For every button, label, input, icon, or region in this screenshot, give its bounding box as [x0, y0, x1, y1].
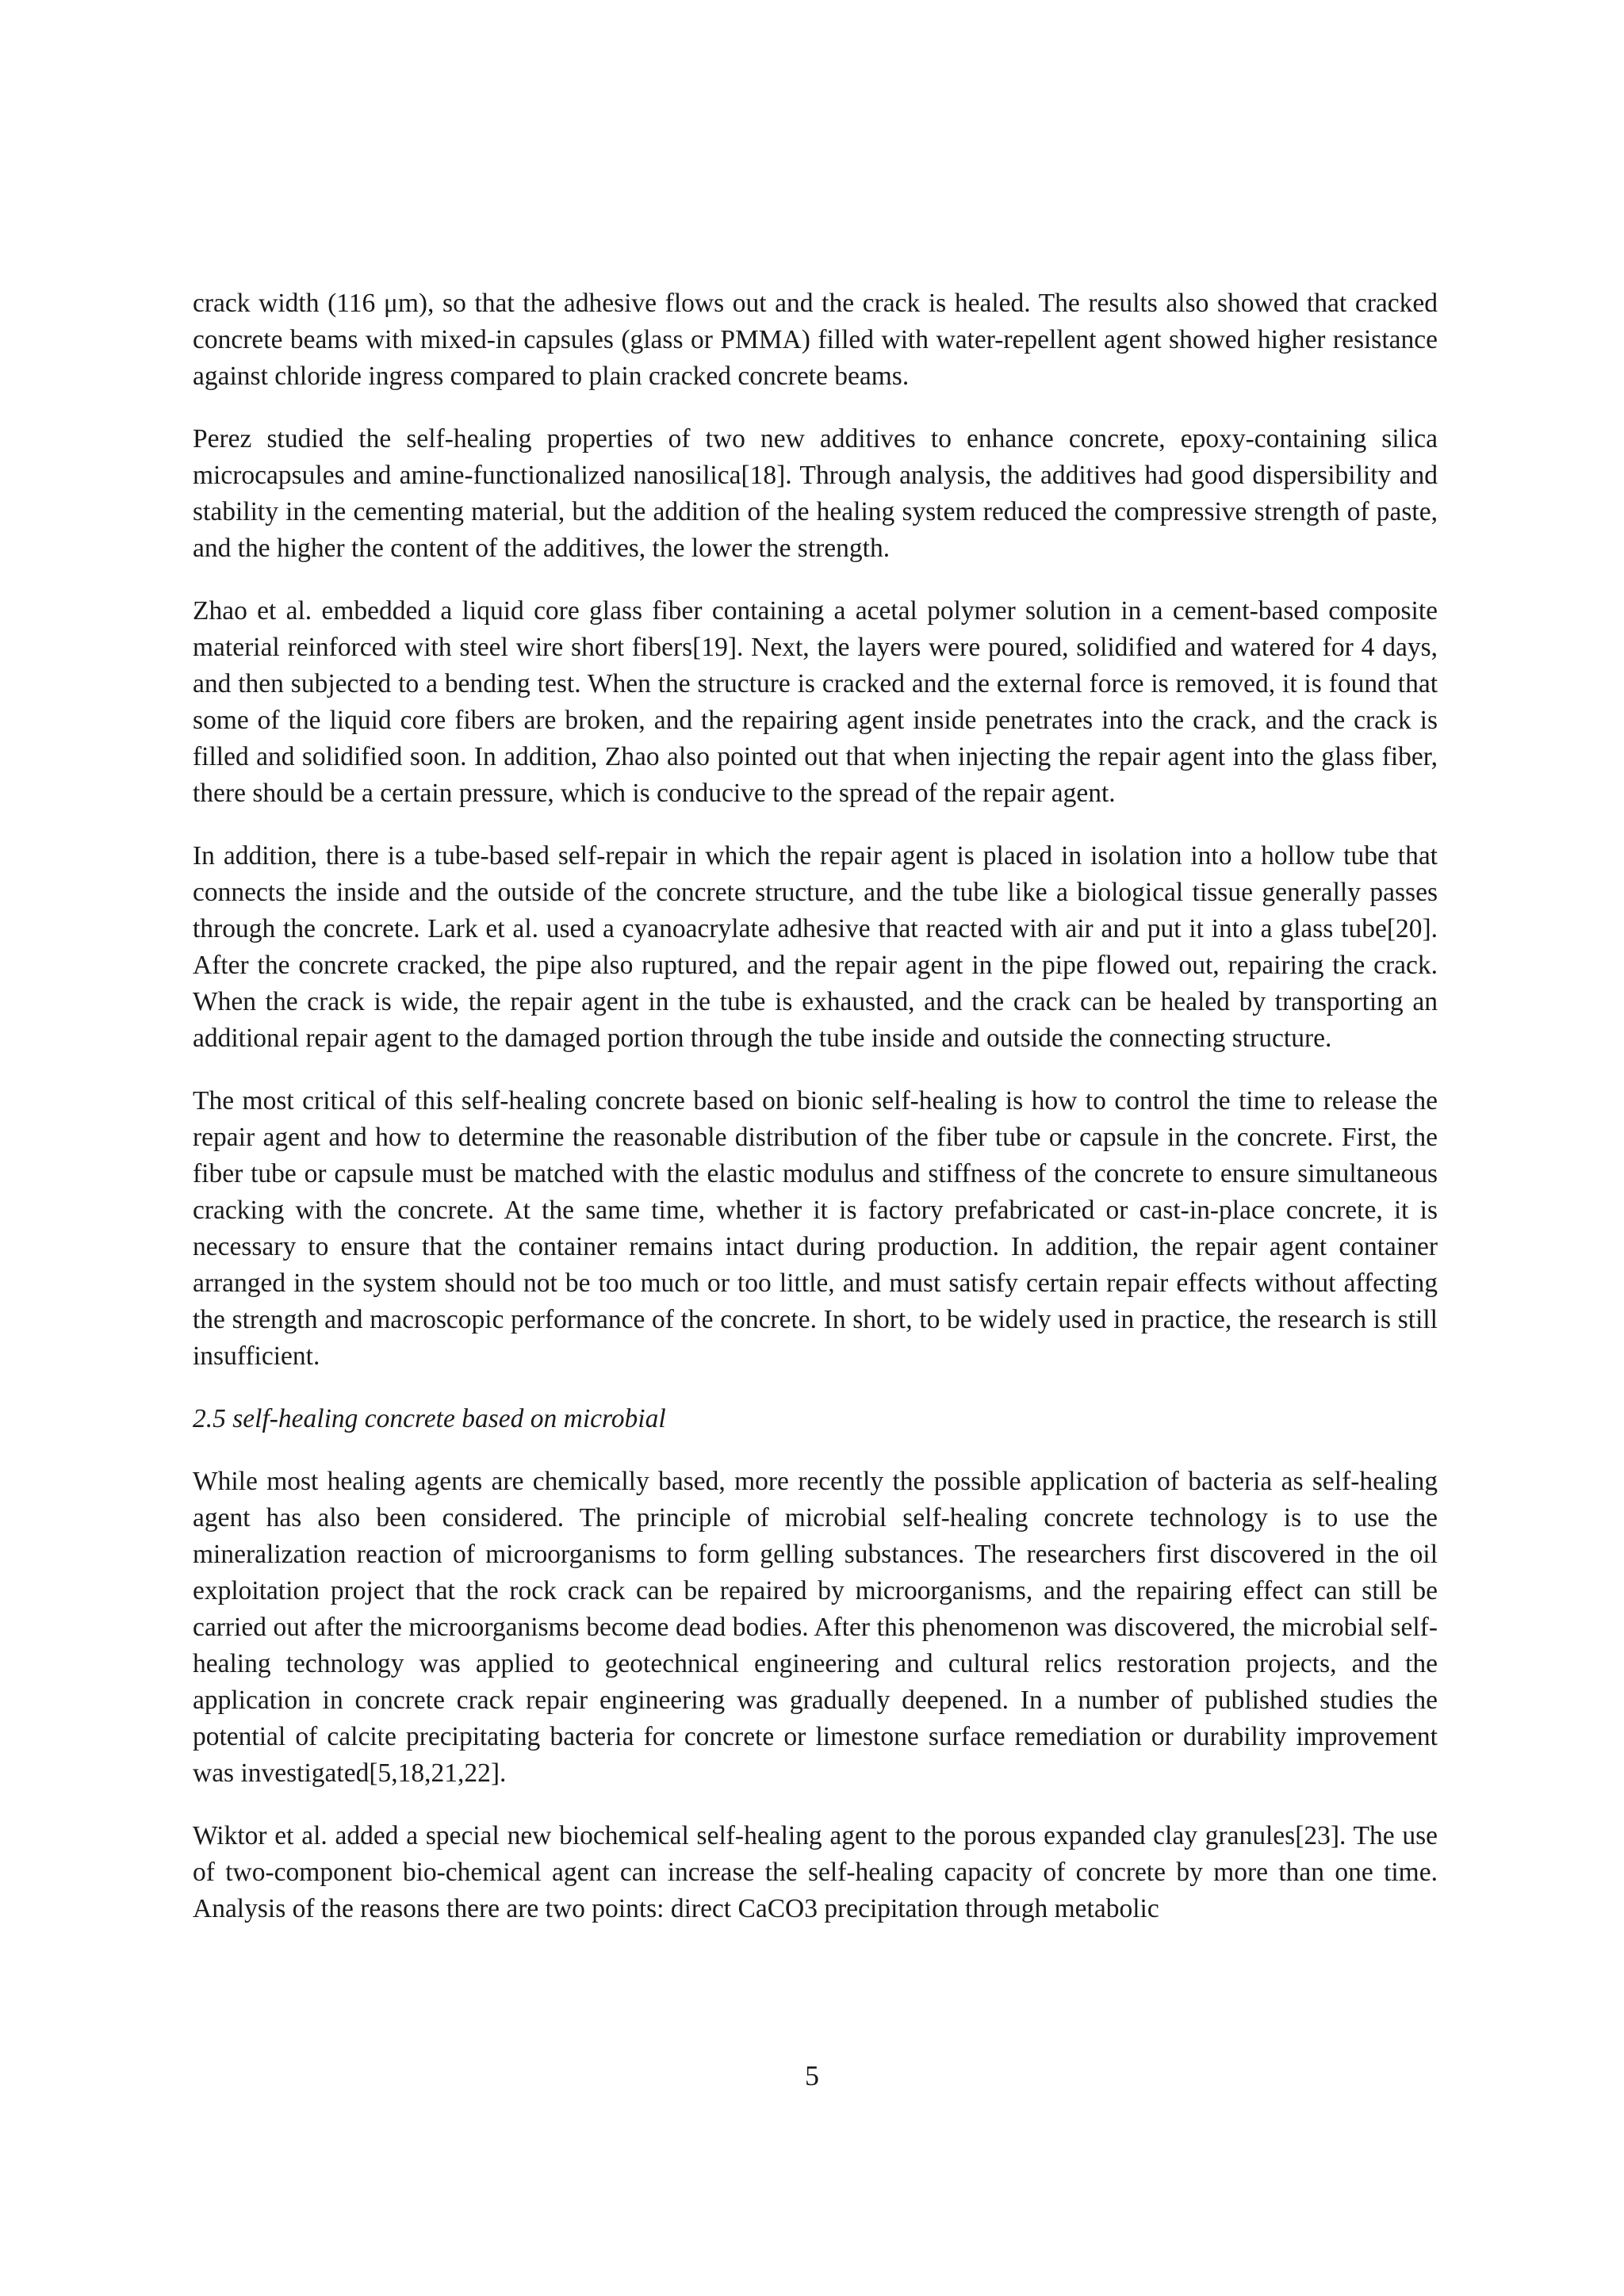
page-number: 5: [805, 2060, 819, 2091]
paragraph-wiktor-study: Wiktor et al. added a special new biochemical self-healing agent to the porous expanded clay granules[23]. The use of two-component bio-chemical agent can increase the self-healing capacity of concrete by more than one time. Analysis of the reasons there are two points: direct CaCO3 precipitation through metabolic: [193, 1821, 1438, 1923]
document-body: [193, 285, 1438, 1954]
paragraph-zhao-study: Zhao et al. embedded a liquid core glass fiber containing a acetal polymer solution in a cement-based composite material reinforced with steel wire short fibers[19]. Next, the layers were poured, solidified and watered for 4 days, and then subjected to a bending test. When the structure is cracked and the external force is removed, it is found that some of the liquid core fibers are broken, and the repairing agent inside penetrates into the crack, and the crack is filled and solidified soon. In addition, Zhao also pointed out that when injecting the repair agent into the glass fiber, there should be a certain pressure, which is conducive to the spread of the repair agent.: [193, 596, 1438, 808]
paragraph-microbial-principle: While most healing agents are chemically based, more recently the possible application of bacteria as self-healing agent has also been considered. The principle of microbial self-healing concrete technology is to use the mineralization reaction of microorganisms to form gelling substances. The researchers first discovered in the oil exploitation project that the rock crack can be repaired by microorganisms, and the repairing effect can still be carried out after the microorganisms become dead bodies. After this phenomenon was discovered, the microbial self-healing technology was applied to geotechnical engineering and cultural relics restoration projects, and the application in concrete crack repair engineering was gradually deepened. In a number of published studies the potential of calcite precipitating bacteria for concrete or limestone surface remediation or durability improvement was investigated[5,18,21,22].: [193, 1467, 1438, 1788]
section-heading-microbial: 2.5 self-healing concrete based on microbial: [193, 1404, 666, 1433]
paragraph-perez-study: Perez studied the self-healing properties of two new additives to enhance concrete, epoxy-containing silica microcapsules and amine-functionalized nanosilica[18]. Through analysis, the additives had good dispersibility and stability in the cementing material, but the addition of the healing system reduced the compressive strength of paste, and the higher the content of the additives, the lower the strength.: [193, 424, 1438, 563]
paragraph-bionic-critical-issues: The most critical of this self-healing concrete based on bionic self-healing is how to control the time to release the repair agent and how to determine the reasonable distribution of the fiber tube or capsule in the concrete. First, the fiber tube or capsule must be matched with the elastic modulus and stiffness of the concrete to ensure simultaneous cracking with the concrete. At the same time, whether it is factory prefabricated or cast-in-place concrete, it is necessary to ensure that the container remains intact during production. In addition, the repair agent container arranged in the system should not be too much or too little, and must satisfy certain repair effects without affecting the strength and macroscopic performance of the concrete. In short, to be widely used in practice, the research is still insufficient.: [193, 1086, 1438, 1371]
paragraph-capsule-results: crack width (116 μm), so that the adhesive flows out and the crack is healed. The results also showed that cracked concrete beams with mixed-in capsules (glass or PMMA) filled with water-repellent agent showed higher resistance against chloride ingress compared to plain cracked concrete beams.: [193, 289, 1438, 391]
paragraph-tube-based-repair: In addition, there is a tube-based self-repair in which the repair agent is placed in isolation into a hollow tube that connects the inside and the outside of the concrete structure, and the tube like a biological tissue generally passes through the concrete. Lark et al. used a cyanoacrylate adhesive that reacted with air and put it into a glass tube[20]. After the concrete cracked, the pipe also ruptured, and the repair agent in the pipe flowed out, repairing the crack. When the crack is wide, the repair agent in the tube is exhausted, and the crack can be healed by transporting an additional repair agent to the damaged portion through the tube inside and outside the connecting structure.: [193, 841, 1438, 1053]
